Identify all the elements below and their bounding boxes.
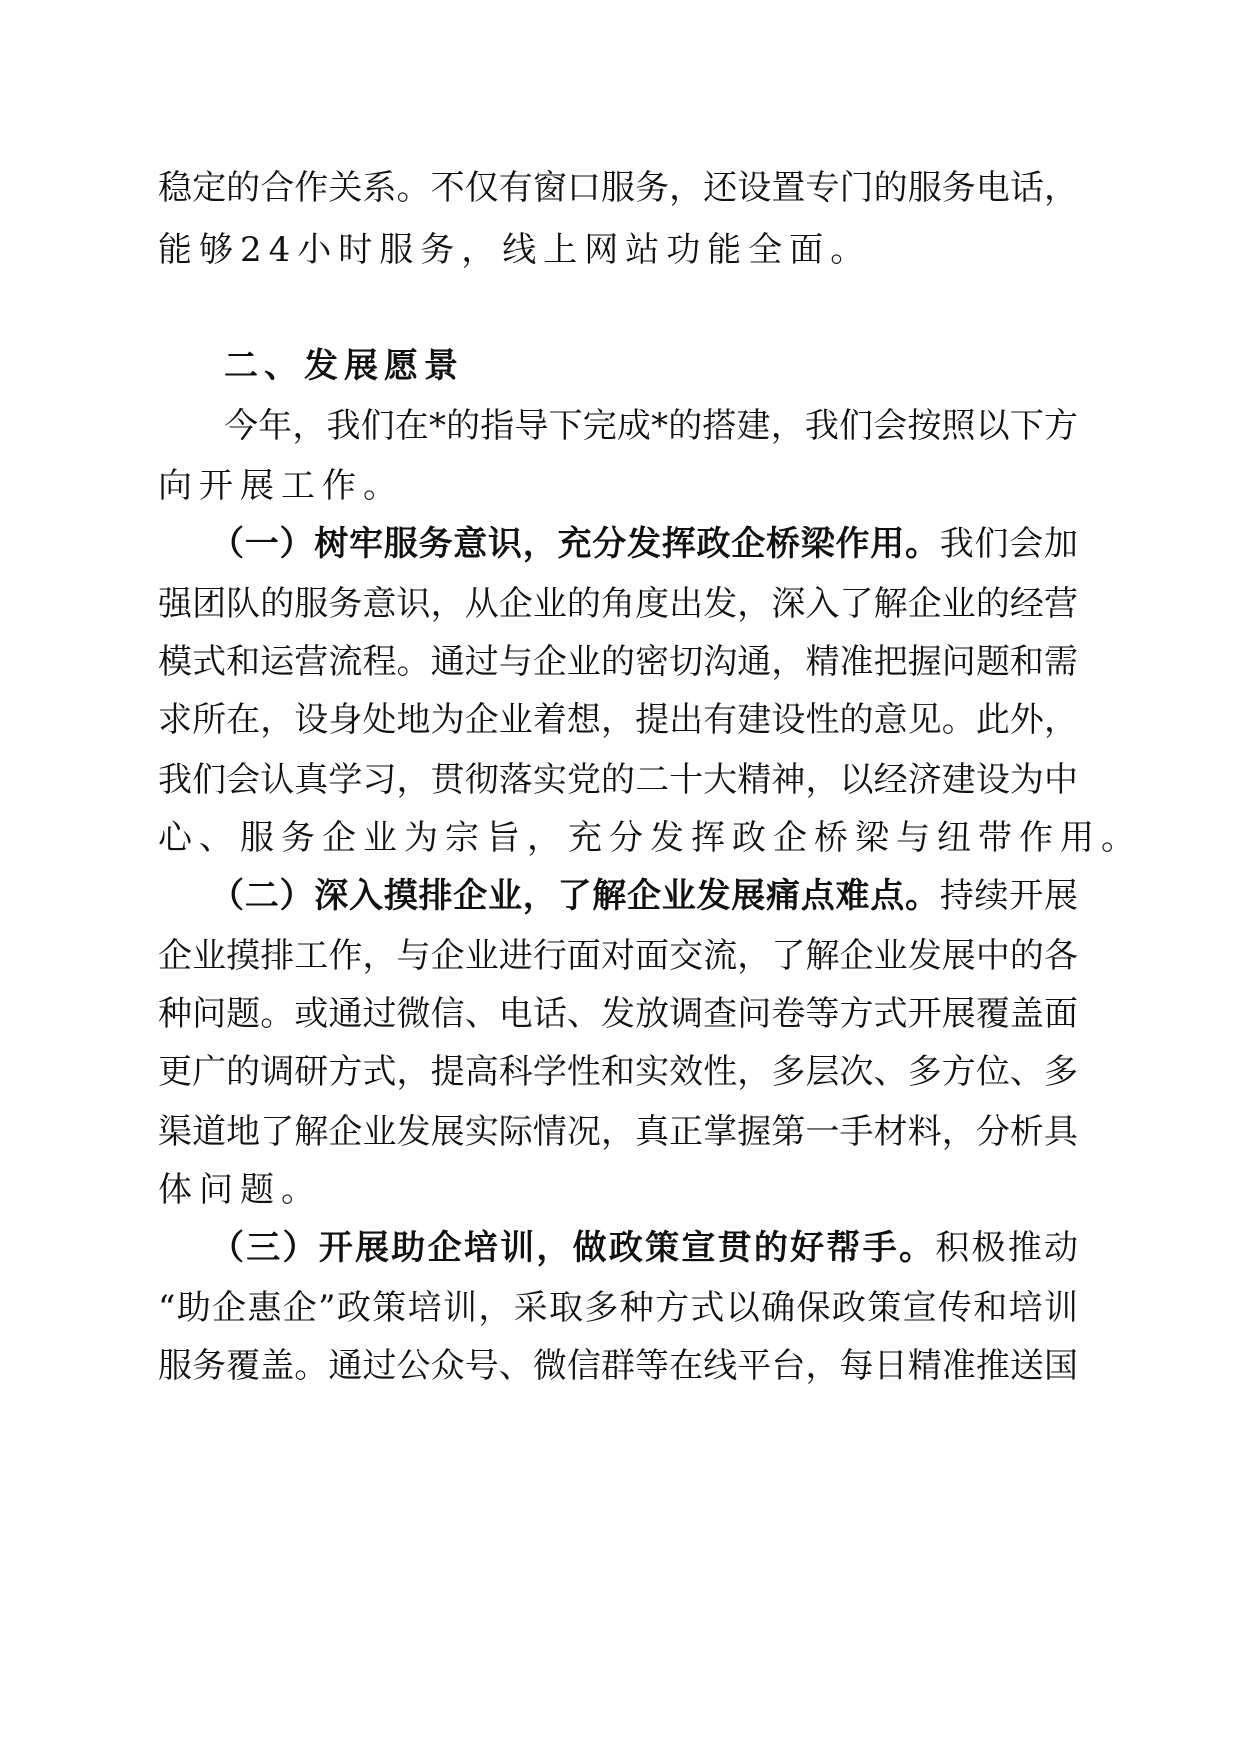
item-one-line-1: 强团队的服务意识，从企业的角度出发，深入了解企业的经营 — [158, 584, 1078, 624]
item-three-line-2: 服务覆盖。通过公众号、微信群等在线平台，每日精准推送国 — [158, 1346, 1078, 1386]
item-two-line-1: 企业摸排工作，与企业进行面对面交流，了解企业发展中的各 — [158, 936, 1078, 976]
section-heading: 二、发展愿景 — [224, 346, 464, 386]
item-two-line-2: 种问题。或通过微信、电话、发放调查问卷等方式开展覆盖面 — [158, 994, 1078, 1034]
item-two-title-tail: 持续开展 — [939, 876, 1078, 916]
intro-line-2: 能够24小时服务，线上网站功能全面。 — [158, 230, 872, 270]
section-intro-line-2: 向开展工作。 — [158, 466, 404, 506]
item-one-line-4: 我们会认真学习，贯彻落实党的二十大精神，以经济建设为中 — [158, 760, 1078, 800]
item-two-title: （二）深入摸排企业，了解企业发展痛点难点。 — [210, 876, 940, 916]
item-three-title-tail: 积极推动 — [935, 1228, 1079, 1268]
section-intro-line-1: 今年，我们在*的指导下完成*的搭建，我们会按照以下方 — [224, 406, 1078, 446]
item-one-title: （一）树牢服务意识，充分发挥政企桥梁作用。 — [210, 524, 940, 564]
item-three-line-1: “助企惠企”政策培训，采取多种方式以确保政策宣传和培训 — [158, 1288, 1078, 1328]
item-three-first-line — [210, 1228, 1078, 1268]
item-one-line-2: 模式和运营流程。通过与企业的密切沟通，精准把握问题和需 — [158, 642, 1078, 682]
item-one-line-3: 求所在，设身处地为企业着想，提出有建设性的意见。此外， — [158, 700, 1078, 740]
item-two-line-4: 渠道地了解企业发展实际情况，真正掌握第一手材料，分析具 — [158, 1112, 1078, 1152]
item-one-title-tail: 我们会加 — [939, 524, 1078, 564]
item-two-first-line — [210, 876, 1078, 916]
intro-line-1: 稳定的合作关系。不仅有窗口服务，还设置专门的服务电话， — [158, 168, 1078, 208]
item-three-title: （三）开展助企培训，做政策宣贯的好帮手。 — [210, 1228, 936, 1268]
item-two-line-3: 更广的调研方式，提高科学性和实效性，多层次、多方位、多 — [158, 1052, 1078, 1092]
item-one-first-line — [210, 524, 1078, 564]
item-one-line-5: 心、服务企业为宗旨，充分发挥政企桥梁与纽带作用。 — [158, 818, 1142, 858]
item-two-line-5: 体问题。 — [158, 1170, 322, 1210]
